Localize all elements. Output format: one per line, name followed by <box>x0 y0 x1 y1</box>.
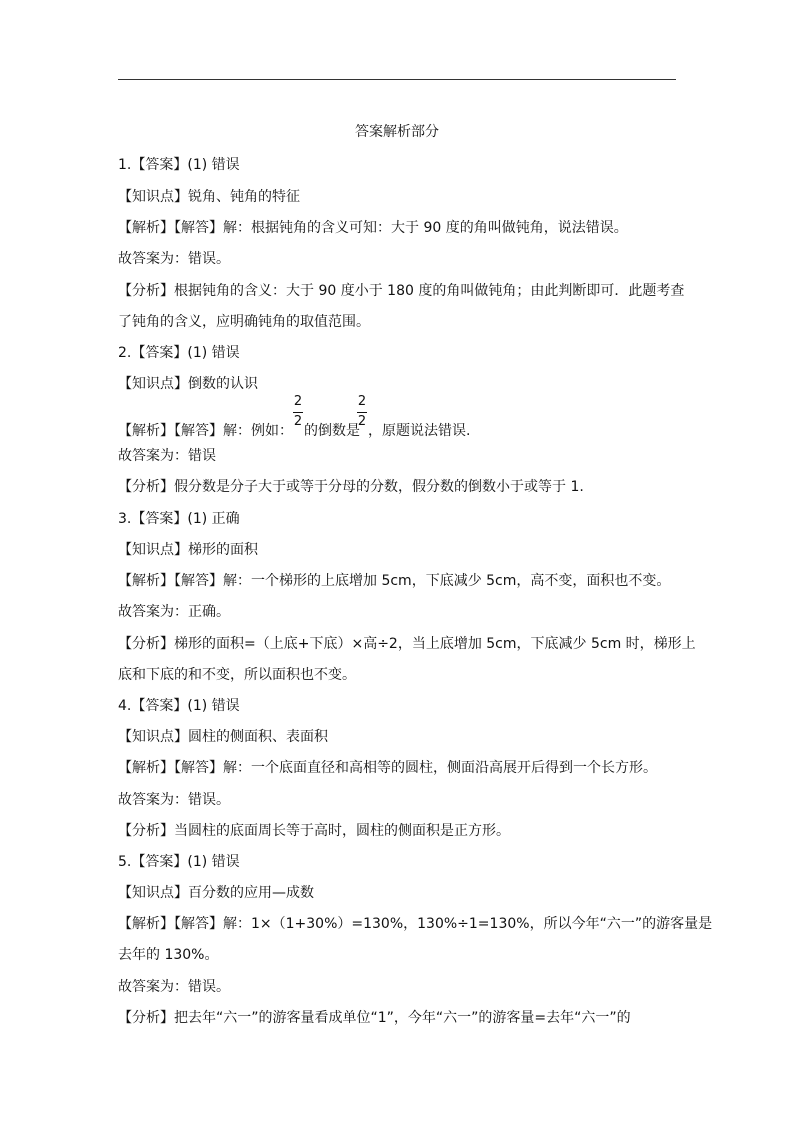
q2-explain <box>118 395 680 441</box>
fraction-2-numerator: 2 <box>357 394 367 409</box>
q1-knowledge: 【知识点】锐角、钝角的特征 <box>118 189 300 205</box>
q2-answer: 2.【答案】(1) 错误 <box>118 345 240 361</box>
q4-answer: 4.【答案】(1) 错误 <box>118 698 240 714</box>
q1-result: 故答案为：错误。 <box>118 251 230 267</box>
q5-result: 故答案为：错误。 <box>118 979 230 995</box>
fraction-2 <box>357 395 367 429</box>
fraction-1-bar <box>293 412 303 413</box>
q3-result: 故答案为：正确。 <box>118 604 230 620</box>
q2-explain-suffix: ，原题说法错误. <box>368 423 471 439</box>
fraction-2-bar <box>357 412 367 413</box>
q5-knowledge: 【知识点】百分数的应用—成数 <box>118 885 314 901</box>
q5-answer: 5.【答案】(1) 错误 <box>118 854 240 870</box>
q2-result: 故答案为：错误 <box>118 448 216 464</box>
q5-analysis: 【分析】把去年“六一”的游客量看成单位“1”，今年“六一”的游客量=去年“六一”的 <box>118 1010 631 1026</box>
q1-analysis-line2: 了钝角的含义，应明确钝角的取值范围。 <box>118 314 370 330</box>
fraction-1-denominator: 2 <box>293 414 303 429</box>
fraction-1-numerator: 2 <box>293 394 303 409</box>
q2-knowledge: 【知识点】倒数的认识 <box>118 376 258 392</box>
q5-explain-line2: 去年的 130%。 <box>118 947 219 963</box>
q4-result: 故答案为：错误。 <box>118 792 230 808</box>
page-title: 答案解析部分 <box>355 124 439 140</box>
q3-explain: 【解析】【解答】解：一个梯形的上底增加 5cm，下底减少 5cm，高不变，面积也不变。 <box>118 573 671 589</box>
header-rule <box>118 79 676 80</box>
fraction-1 <box>293 395 303 429</box>
fraction-2-denominator: 2 <box>357 414 367 429</box>
q3-knowledge: 【知识点】梯形的面积 <box>118 542 258 558</box>
q3-answer: 3.【答案】(1) 正确 <box>118 511 240 527</box>
q1-answer: 1.【答案】(1) 错误 <box>118 157 240 173</box>
q3-analysis-line2: 底和下底的和不变，所以面积也不变。 <box>118 667 356 683</box>
q1-analysis-line1: 【分析】根据钝角的含义：大于 90 度小于 180 度的角叫做钝角；由此判断即可．此题考查 <box>118 283 685 299</box>
q4-explain: 【解析】【解答】解：一个底面直径和高相等的圆柱，侧面沿高展开后得到一个长方形。 <box>118 760 657 776</box>
q3-analysis-line1: 【分析】梯形的面积=（上底+下底）×高÷2，当上底增加 5cm，下底减少 5cm 时，梯形上 <box>118 636 696 652</box>
q2-analysis: 【分析】假分数是分子大于或等于分母的分数，假分数的倒数小于或等于 1. <box>118 479 584 495</box>
q4-knowledge: 【知识点】圆柱的侧面积、表面积 <box>118 729 328 745</box>
q2-explain-mid: 的倒数是 <box>304 423 360 439</box>
q2-explain-prefix: 【解析】【解答】解：例如： <box>118 423 293 439</box>
q4-analysis: 【分析】当圆柱的底面周长等于高时，圆柱的侧面积是正方形。 <box>118 823 510 839</box>
q5-explain-line1: 【解析】【解答】解：1×（1+30%）=130%，130%÷1=130%，所以今年“六一”的游客量是 <box>118 916 713 932</box>
q1-explain: 【解析】【解答】解：根据钝角的含义可知：大于 90 度的角叫做钝角，说法错误。 <box>118 220 628 236</box>
